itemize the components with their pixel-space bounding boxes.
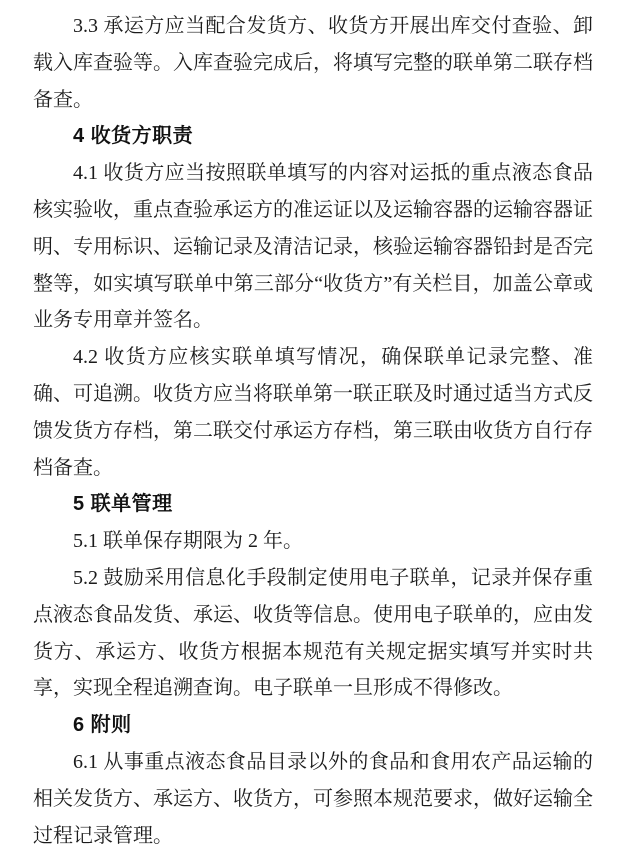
section-heading-section-6: 6 附则 bbox=[73, 714, 132, 737]
section-heading-section-4: 4 收货方职责 bbox=[73, 125, 194, 148]
document-body bbox=[33, 8, 593, 854]
clause-paragraph-clause-6-1: 6.1 从事重点液态食品目录以外的食品和食用农产品运输的相关发货方、承运方、收货方，可参照本规范要求，做好运输全过程记录管理。 bbox=[33, 750, 593, 847]
clause-paragraph-clause-4-1: 4.1 收货方应当按照联单填写的内容对运抵的重点液态食品核实验收，重点查验承运方的准运证以及运输容器的运输容器证明、专用标识、运输记录及清洁记录，核验运输容器铅封是否完整等，如实填写联单中第三部分“收货方”有关栏目，加盖公章或业务专用章并签名。 bbox=[33, 162, 593, 332]
clause-paragraph-clause-5-1: 5.1 联单保存期限为 2 年。 bbox=[73, 530, 303, 553]
clause-paragraph-clause-5-2: 5.2 鼓励采用信息化手段制定使用电子联单，记录并保存重点液态食品发货、承运、收货等信息。使用电子联单的，应由发货方、承运方、收货方根据本规范有关规定据实填写并实时共享，实现全程追溯查询。电子联单一旦形成不得修改。 bbox=[33, 566, 593, 700]
clause-paragraph-clause-3-3: 3.3 承运方应当配合发货方、收货方开展出库交付查验、卸载入库查验等。入库查验完成后，将填写完整的联单第二联存档备查。 bbox=[33, 15, 593, 111]
section-heading-section-5: 5 联单管理 bbox=[73, 493, 173, 516]
clause-paragraph-clause-4-2: 4.2 收货方应核实联单填写情况，确保联单记录完整、准确、可追溯。收货方应当将联单第一联正联及时通过适当方式反馈发货方存档，第二联交付承运方存档，第三联由收货方自行存档备查。 bbox=[33, 346, 593, 479]
